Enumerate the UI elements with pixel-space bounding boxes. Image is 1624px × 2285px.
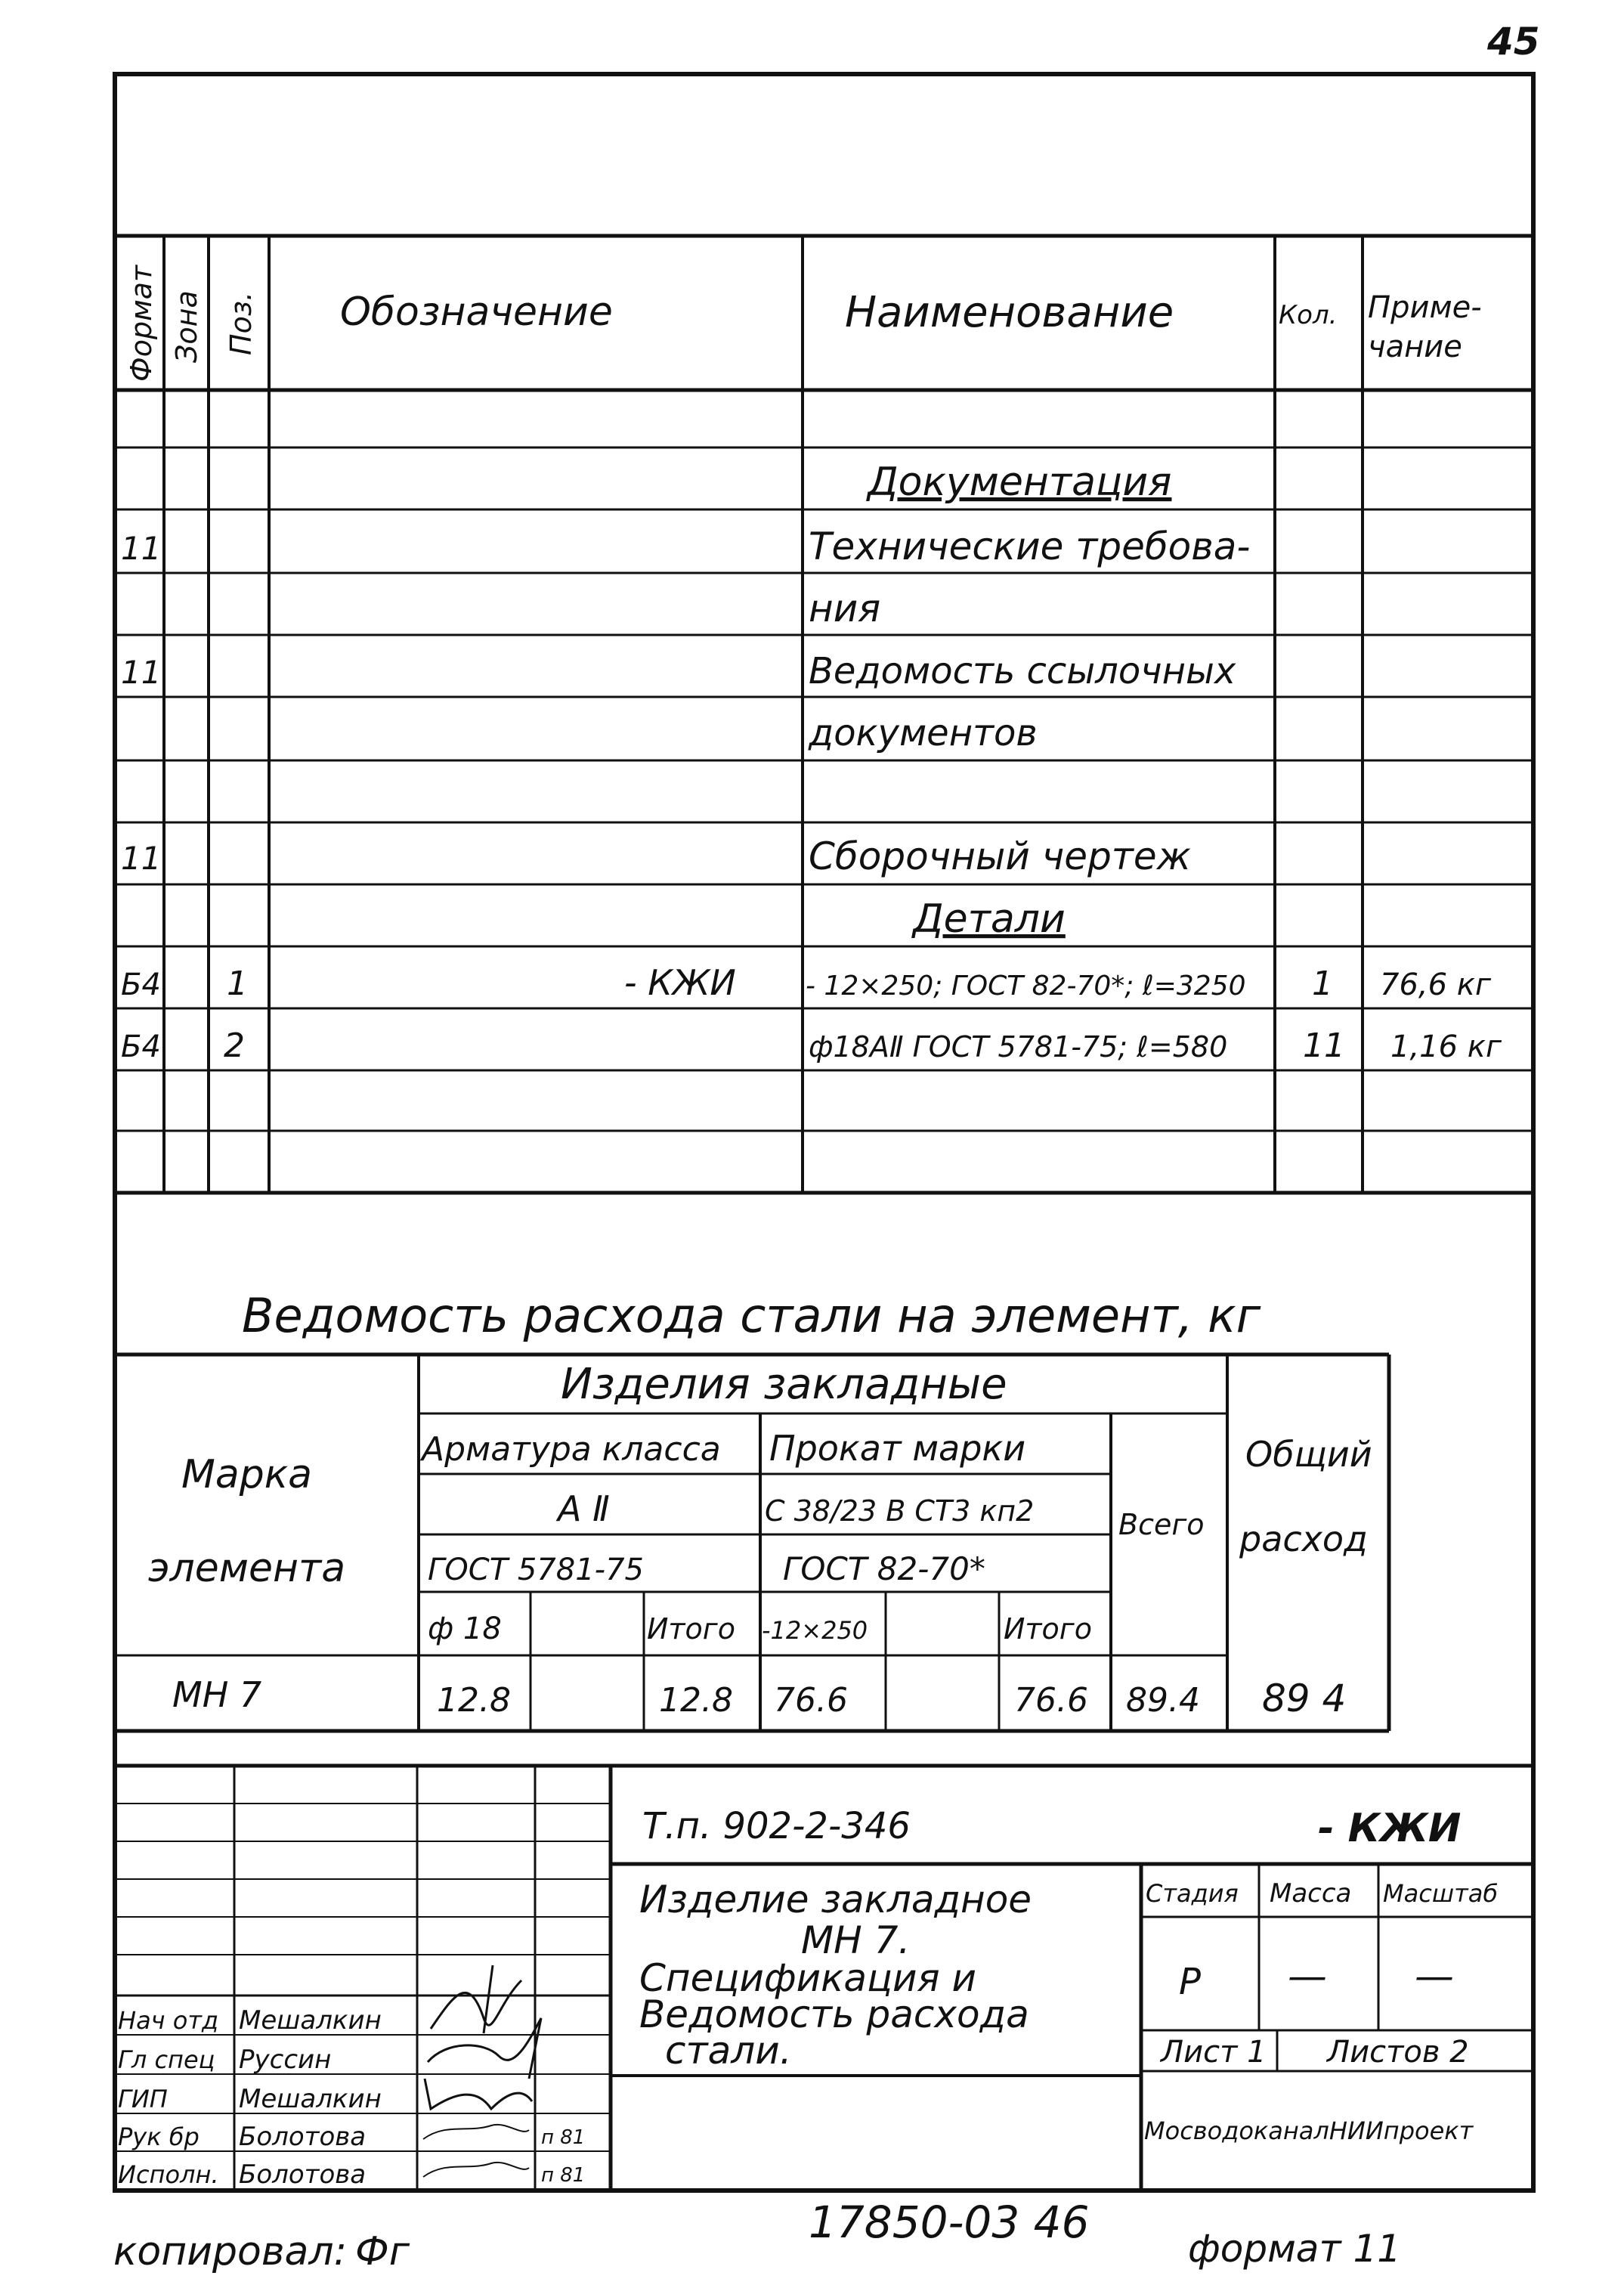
mark-header-line1: Марка xyxy=(181,1452,313,1497)
stage-label: Стадия xyxy=(1146,1879,1239,1908)
cell-name: документов xyxy=(809,712,1038,754)
steel-table-title: Ведомость расхода стали на элемент, кг xyxy=(242,1288,1261,1343)
cell-name: Технические требова- xyxy=(809,525,1251,568)
table-row xyxy=(808,712,1038,754)
cell-itogo-rebar: 12.8 xyxy=(659,1681,733,1720)
rebar-gost: ГОСТ 5781-75 xyxy=(428,1553,644,1587)
person-name: Мешалкин xyxy=(239,2005,382,2036)
footer-code: 17850-03 46 xyxy=(809,2197,1090,2248)
sign-date: п 81 xyxy=(541,2126,586,2149)
person-role: Рук бр xyxy=(118,2122,200,2151)
cell-format: 11 xyxy=(121,654,162,691)
mark-header-line2: элемента xyxy=(148,1546,346,1591)
total-header: Всего xyxy=(1118,1508,1205,1541)
overall-header-line2: расход xyxy=(1239,1519,1368,1559)
section-documentation: Документация xyxy=(868,460,1172,505)
table-row xyxy=(121,962,1492,1003)
cell-pos: 2 xyxy=(224,1026,245,1065)
rolled-grade: С 38/23 В СТ3 кп2 xyxy=(765,1494,1035,1528)
title-line-4: Ведомость расхода xyxy=(639,1992,1029,2036)
rebar-grade: А Ⅱ xyxy=(558,1488,610,1529)
person-role: Гл спец xyxy=(118,2045,215,2074)
organization-name: МосводоканалНИИпроект xyxy=(1144,2116,1474,2145)
cell-pos: 1 xyxy=(227,964,248,1003)
scale-value: — xyxy=(1415,1954,1454,1999)
sign-date: п 81 xyxy=(541,2164,586,2187)
rebar-class-label: Арматура класса xyxy=(422,1430,721,1469)
rolled-mark-label: Прокат марки xyxy=(769,1428,1026,1469)
cell-format: Б4 xyxy=(121,1029,161,1064)
signature-mark xyxy=(423,2163,529,2177)
sheet-number: Лист 1 xyxy=(1161,2035,1267,2070)
mass-label: Масса xyxy=(1270,1878,1352,1909)
header-zone: Зона xyxy=(170,290,203,363)
sheets-total: Листов 2 xyxy=(1327,2035,1469,2070)
copied-by-label: копировал: xyxy=(113,2229,348,2274)
person-name: Мешалкин xyxy=(239,2084,382,2114)
sub-d18: ф 18 xyxy=(428,1612,502,1646)
cell-name: ния xyxy=(809,587,881,630)
cell-name: ф18АⅡ ГОСТ 5781-75; ℓ=580 xyxy=(809,1030,1228,1064)
title-line-1: Изделие закладное xyxy=(639,1878,1032,1921)
cell-qty: 1 xyxy=(1312,964,1333,1003)
person-role: Исполн. xyxy=(118,2160,219,2189)
table-row xyxy=(809,587,880,630)
signature-mark xyxy=(425,2079,532,2109)
stage-value: Р xyxy=(1179,1961,1201,2003)
cell-name: Ведомость ссылочных xyxy=(809,650,1236,692)
format-label: формат 11 xyxy=(1188,2227,1402,2271)
specification-table xyxy=(115,236,1533,1193)
cell-d18: 12.8 xyxy=(437,1681,511,1720)
table-row xyxy=(121,650,1236,692)
cell-qty: 11 xyxy=(1303,1026,1345,1065)
header-format: Формат xyxy=(125,265,158,382)
title-block xyxy=(115,1766,1533,2191)
person-role: Нач отд xyxy=(118,2006,219,2035)
cell-name: - 12×250; ГОСТ 82-70*; ℓ=3250 xyxy=(806,971,1246,1002)
header-designation: Обозначение xyxy=(340,289,613,335)
signature-mark xyxy=(431,1965,521,2033)
signature-mark xyxy=(423,2125,529,2139)
steel-consumption-table xyxy=(115,1355,1389,1731)
header-note-line2: чание xyxy=(1368,330,1462,364)
sub-12x250: -12×250 xyxy=(762,1616,868,1645)
cell-name: Сборочный чертеж xyxy=(809,834,1191,878)
mass-value: — xyxy=(1288,1954,1327,1999)
cell-total: 89.4 xyxy=(1126,1681,1200,1720)
cell-format: 11 xyxy=(121,840,162,877)
cell-format: 11 xyxy=(121,530,162,567)
cell-rolled: 76.6 xyxy=(774,1681,848,1720)
rolled-gost: ГОСТ 82-70* xyxy=(783,1550,985,1587)
title-line-3: Спецификация и xyxy=(639,1956,976,2000)
table-row xyxy=(121,1026,1502,1065)
header-pos: Поз. xyxy=(224,291,258,355)
title-line-5: стали. xyxy=(665,2029,792,2073)
cell-note: 1,16 кг xyxy=(1390,1029,1502,1064)
cell-overall: 89 4 xyxy=(1262,1677,1347,1720)
table-row xyxy=(121,834,1191,878)
person-name: Руссин xyxy=(239,2045,332,2075)
document-code-suffix: - КЖИ xyxy=(1318,1806,1462,1851)
copied-by-sign: Фг xyxy=(355,2229,410,2274)
scale-label: Масштаб xyxy=(1383,1879,1499,1908)
signature-row xyxy=(118,1965,521,2036)
person-role: ГИП xyxy=(118,2085,168,2113)
sub-itogo-rolled: Итого xyxy=(1004,1612,1093,1646)
document-code: Т.п. 902-2-346 xyxy=(642,1805,911,1847)
cell-format: Б4 xyxy=(121,968,161,1002)
page-number: 45 xyxy=(1487,20,1540,63)
person-name: Болотова xyxy=(239,2122,367,2152)
signature-row xyxy=(118,2079,532,2114)
signature-row xyxy=(118,2122,585,2152)
signature-row xyxy=(118,2160,585,2190)
header-name: Наименование xyxy=(845,288,1174,337)
cell-itogo-rolled: 76.6 xyxy=(1014,1681,1088,1720)
sub-itogo-rebar: Итого xyxy=(647,1612,736,1646)
table-row xyxy=(121,525,1250,568)
cell-mark: МН 7 xyxy=(172,1674,262,1715)
overall-header-line1: Общий xyxy=(1245,1434,1372,1475)
cell-note: 76,6 кг xyxy=(1380,968,1491,1002)
cell-designation: - КЖИ xyxy=(624,962,736,1003)
header-qty: Кол. xyxy=(1279,300,1338,330)
section-parts: Детали xyxy=(913,896,1066,942)
title-line-2: МН 7. xyxy=(801,1918,911,1962)
products-header: Изделия закладные xyxy=(561,1360,1007,1409)
header-note-line1: Приме- xyxy=(1368,290,1482,325)
person-name: Болотова xyxy=(239,2160,367,2190)
